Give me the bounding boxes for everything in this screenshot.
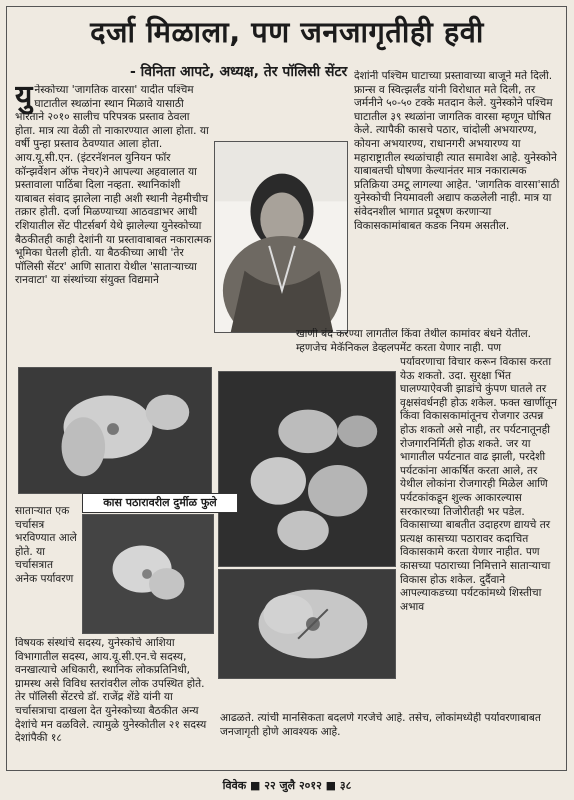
paragraph-votes: देशांनी पश्चिम घाटाच्या प्रस्तावाच्या बाजूने मते दिली. फ्रान्स व स्वित्झर्लंड यांनी विरोधात मते दिली, तर जर्मनीने ५०-५० टक्के मतदान केले. युनेस्कोने पश्चिम घाटातील ३९ स्थळांना जागतिक वारसा म्हणून घोषित केले. त्यापैकी कासचे पठार, चांदोली अभयारण्य, कोयना अभयारण्य, राधानगरी अभयारण्य या महाराष्ट्रातील स्थळांचाही त्यात समावेश आहे. युनेस्कोने याबाबतची घोषणा केल्यानंतर मात्र नकारात्मक प्रतिक्रिया उमटू लागल्या आहेत. 'जागतिक वारसा'साठी युनेस्कोची नियमावली अद्याप कळलेली नाही. मात्र या संवेदनशील भागात प्रदूषण करणाऱ्या विकासकामांबाबत कडक नियम असतील.	[354, 70, 560, 232]
flower-closeup-photo	[218, 569, 396, 679]
flower-cluster-photo	[218, 371, 396, 567]
paragraph-mining: खाणी बंद करण्या लागतील किंवा तेथील कामांवर बंधने येतील. म्हणजेच मेकॅनिकल डेव्हलपमेंट करता येणार नाही. पण	[296, 328, 532, 354]
photo-caption: कास पठारावरील दुर्मीळ फुले	[82, 493, 238, 513]
byline: - विनिता आपटे, अध्यक्ष, तेर पॉलिसी सेंटर	[130, 64, 348, 80]
flower-photo-left-top	[18, 367, 212, 494]
flower-photo-icon	[19, 368, 211, 493]
paragraph-intro: नेस्कोच्या 'जागतिक वारसा' यादीत पश्चिम घाटातील स्थळांना स्थान मिळावे यासाठी भारताने २०१० सालीच परिपत्रक प्रस्ताव ठेवला होता. मात्र त्या वेळी तो नाकारण्यात आला होता. या वर्षी पुन्हा प्रस्ताव ठेवण्यात आला होता. आय.यू.सी.एन. (इंटरनॅशनल युनियन फॉर कॉन्झर्वेशन ऑफ नेचर)ने आपल्या अहवालात या प्रस्तावाला पाठिंबा दिला नव्हता. स्थानिकांशी याबाबत संवाद झालेला नाही अशी स्थानी नेहमीचीच तक्रार होती. दर्जा मिळण्याच्या आठवडाभर आधी रशियातील सेंट पीटर्सबर्ग येथे झालेल्या युनेस्कोच्या बैठकीतही काही देशांनी या प्रस्तावाबाबत नकारात्मक भूमिका घेतली होती. या बैठकीच्या आधी 'तेर पॉलिसी सेंटर' आणि सातारा येथील 'साताऱ्याच्या रानवाटा' या संस्थांच्या संयुक्त विद्यमाने	[15, 84, 212, 287]
portrait-icon	[215, 142, 347, 332]
flower-photo-small-icon	[83, 515, 213, 633]
flower-closeup-icon	[219, 570, 395, 678]
flower-cluster-icon	[219, 372, 395, 566]
column-left-top	[15, 84, 213, 397]
column-right-mid	[400, 356, 561, 742]
dropcap: यु	[15, 84, 33, 114]
column-wide-mid	[296, 328, 561, 356]
portrait-photo	[214, 141, 348, 333]
flower-photo-small	[82, 514, 214, 634]
paragraph-seminar-cont: विषयक संस्थांचे सदस्य, युनेस्कोचे आशिया विभागातील सदस्य, आय.यू.सी.एन.चे सदस्य, वनखात्याचे अधिकारी, स्थानिक लोकप्रतिनिधी, ग्रामस्थ असे विविध स्तरांवरील लोक उपस्थित होते. तेर पॉलिसी सेंटरचे डॉ. राजेंद्र शेंडे यांनी या चर्चासत्राचा दाखला देत युनेस्कोच्या बैठकीत अन्य देशांचे मन वळविले. त्यामुळे युनेस्कोतील २१ सदस्य देशांपैकी १८	[15, 637, 207, 745]
column-right-bottom	[220, 712, 561, 752]
column-left-bottom	[15, 637, 215, 765]
paragraph-seminar: साताऱ्यात एक चर्चासत्र भरविण्यात आले होते. या चर्चासत्रात अनेक पर्यावरण	[15, 505, 77, 585]
paragraph-tourism: पर्यावरणाचा विचार करून विकास करता येऊ शकतो. उदा. सुरक्षा भिंत घालण्याऐवजी झाडांचे कुंपण घातले तर वृक्षसंवर्धनही होऊ शकेल. फक्त खाणींतून किंवा विकासकामांतूनच रोजगार उत्पन्न होऊ शकतो असे नाही, तर पर्यटनातूनही रोजगारनिर्मिती होऊ शकते. जर या भागातील पर्यटनात वाढ झाली, परदेशी पर्यटकांना आकर्षित करता आले, तर येथील लोकांना रोजगारही मिळेल आणि पर्यटकांकडून शुल्क आकारल्यास सरकारच्या तिजोरीतही भर पडेल. विकासाच्या बाबतीत उदाहरण द्यायचे तर प्रत्यक्ष कासच्या पठारावर कदाचित विकासकामे करता येणार नाहीत. पण कासच्या पठाराच्या निमित्ताने साताऱ्याचा विकास होऊ शकेल. दुर्दैवाने आपल्याकडच्या पर्यटकांमध्ये शिस्तीचा अभाव	[400, 356, 557, 613]
page-footer: विवेक ■ २२ जुलै २०१२ ■ ३८	[222, 779, 352, 792]
column-left-narrow	[15, 505, 77, 635]
headline: दर्जा मिळाला, पण जनजागृतीही हवी	[90, 15, 484, 49]
paragraph-conclusion: आढळते. त्यांची मानसिकता बदलणे गरजेचे आहे. तसेच, लोकांमध्येही पर्यावरणाबाबत जनजागृती होणे आवश्यक आहे.	[220, 712, 541, 738]
